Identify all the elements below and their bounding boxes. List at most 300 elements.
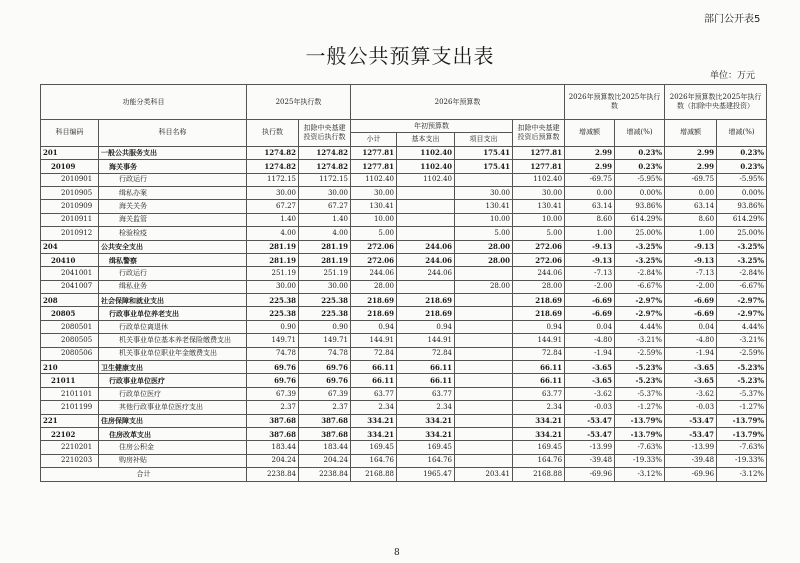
row-name: 公共安全支出 bbox=[99, 240, 247, 253]
row-value: -19.33% bbox=[717, 454, 767, 467]
row-value: 244.06 bbox=[397, 253, 455, 266]
row-value: 66.11 bbox=[351, 374, 397, 387]
page-number: 8 bbox=[394, 548, 400, 558]
row-value: 63.77 bbox=[351, 387, 397, 400]
row-value bbox=[397, 186, 455, 199]
page-title: 一般公共预算支出表 bbox=[305, 44, 495, 68]
row-name: 机关事业单位基本养老保险缴费支出 bbox=[99, 334, 247, 347]
row-value: 0.00 bbox=[665, 186, 717, 199]
row-code: 20805 bbox=[41, 307, 99, 320]
row-value: 67.27 bbox=[299, 200, 351, 213]
row-value: -53.47 bbox=[565, 414, 615, 427]
row-value: 272.06 bbox=[351, 240, 397, 253]
row-value: -2.97% bbox=[717, 294, 767, 307]
row-value: -2.00 bbox=[665, 280, 717, 293]
row-value: 25.00% bbox=[615, 227, 665, 240]
row-value: -6.67% bbox=[717, 280, 767, 293]
row-value: 1274.82 bbox=[299, 146, 351, 159]
row-value: -53.47 bbox=[565, 427, 615, 440]
row-value: -2.59% bbox=[717, 347, 767, 360]
row-value: 144.91 bbox=[351, 334, 397, 347]
row-value: 204.24 bbox=[299, 454, 351, 467]
row-value bbox=[455, 334, 513, 347]
row-value: 130.41 bbox=[455, 200, 513, 213]
row-value: 169.45 bbox=[397, 441, 455, 454]
row-value: 183.44 bbox=[247, 441, 299, 454]
pct-header: 增减(%) bbox=[615, 120, 665, 147]
row-value: 66.11 bbox=[513, 374, 565, 387]
row-value: 8.60 bbox=[565, 213, 615, 226]
row-name: 卫生健康支出 bbox=[99, 361, 247, 374]
row-value: -13.99 bbox=[565, 441, 615, 454]
row-name: 行政运行 bbox=[99, 267, 247, 280]
row-value: 281.19 bbox=[247, 253, 299, 266]
row-value: 0.90 bbox=[247, 320, 299, 333]
row-value: -3.62 bbox=[665, 387, 717, 400]
row-value: -3.25% bbox=[717, 240, 767, 253]
row-name: 海关关务 bbox=[99, 200, 247, 213]
row-value: 2.99 bbox=[665, 146, 717, 159]
row-value: 28.00 bbox=[455, 253, 513, 266]
row-value: 164.76 bbox=[513, 454, 565, 467]
row-value: -4.80 bbox=[665, 334, 717, 347]
row-value: 334.21 bbox=[397, 427, 455, 440]
budget-table bbox=[40, 84, 767, 482]
row-value: 218.69 bbox=[397, 294, 455, 307]
row-value: 2.99 bbox=[565, 146, 615, 159]
table-row bbox=[41, 347, 767, 360]
row-value: 183.44 bbox=[299, 441, 351, 454]
row-code: 2080505 bbox=[41, 334, 99, 347]
total-label: 合计 bbox=[41, 468, 247, 481]
row-value: 74.78 bbox=[247, 347, 299, 360]
row-value: 66.11 bbox=[351, 361, 397, 374]
row-value: 8.60 bbox=[665, 213, 717, 226]
row-value: -6.69 bbox=[565, 307, 615, 320]
row-value: -2.00 bbox=[565, 280, 615, 293]
row-value: 67.39 bbox=[247, 387, 299, 400]
row-code: 221 bbox=[41, 414, 99, 427]
row-value: 1102.40 bbox=[397, 146, 455, 159]
row-value: 10.00 bbox=[513, 213, 565, 226]
row-name: 住房公积金 bbox=[99, 441, 247, 454]
row-value: 2.99 bbox=[665, 160, 717, 173]
row-value: 272.06 bbox=[513, 240, 565, 253]
func-category-header: 功能分类科目 bbox=[41, 85, 247, 120]
table-row bbox=[41, 441, 767, 454]
table-row bbox=[41, 294, 767, 307]
row-value: 2.99 bbox=[565, 160, 615, 173]
row-value: -6.69 bbox=[665, 294, 717, 307]
row-value: -53.47 bbox=[665, 427, 717, 440]
total-value: -69.96 bbox=[565, 468, 615, 481]
row-value: 28.00 bbox=[513, 280, 565, 293]
row-name: 缉私警察 bbox=[99, 253, 247, 266]
row-value: 1102.40 bbox=[351, 173, 397, 186]
row-value: 30.00 bbox=[299, 186, 351, 199]
row-value: 2.37 bbox=[247, 401, 299, 414]
row-code: 2041007 bbox=[41, 280, 99, 293]
row-value: 30.00 bbox=[351, 186, 397, 199]
row-value: 63.77 bbox=[513, 387, 565, 400]
row-value bbox=[455, 294, 513, 307]
row-value: 72.84 bbox=[351, 347, 397, 360]
row-value: 272.06 bbox=[351, 253, 397, 266]
row-value: 93.86% bbox=[615, 200, 665, 213]
row-value: -7.13 bbox=[565, 267, 615, 280]
row-value: -1.94 bbox=[565, 347, 615, 360]
row-value: -3.65 bbox=[665, 374, 717, 387]
row-value: 387.68 bbox=[247, 427, 299, 440]
row-value: -4.80 bbox=[565, 334, 615, 347]
row-name: 住房保障支出 bbox=[99, 414, 247, 427]
total-value: -3.12% bbox=[717, 468, 767, 481]
row-value: 218.69 bbox=[351, 307, 397, 320]
row-value: 72.84 bbox=[513, 347, 565, 360]
row-value: 0.23% bbox=[717, 160, 767, 173]
row-value: 1277.81 bbox=[351, 146, 397, 159]
row-code: 210 bbox=[41, 361, 99, 374]
row-value: 1102.40 bbox=[397, 160, 455, 173]
row-code: 22102 bbox=[41, 427, 99, 440]
row-value: -0.03 bbox=[665, 401, 717, 414]
row-value: -53.47 bbox=[665, 414, 717, 427]
row-value: -7.13 bbox=[665, 267, 717, 280]
row-value: 4.00 bbox=[247, 227, 299, 240]
row-value: -3.21% bbox=[717, 334, 767, 347]
row-value: 218.69 bbox=[513, 307, 565, 320]
row-value: 130.41 bbox=[351, 200, 397, 213]
row-value: -5.37% bbox=[615, 387, 665, 400]
row-value: 175.41 bbox=[455, 160, 513, 173]
row-value: 1102.40 bbox=[397, 173, 455, 186]
row-name: 社会保障和就业支出 bbox=[99, 294, 247, 307]
row-value: 30.00 bbox=[513, 186, 565, 199]
row-value: 66.11 bbox=[397, 361, 455, 374]
name-header: 科目名称 bbox=[99, 120, 247, 147]
row-value: 10.00 bbox=[351, 213, 397, 226]
row-code: 2101101 bbox=[41, 387, 99, 400]
table-row bbox=[41, 401, 767, 414]
row-value: 244.06 bbox=[351, 267, 397, 280]
row-value bbox=[455, 320, 513, 333]
row-value: 0.00% bbox=[717, 186, 767, 199]
row-value: -9.13 bbox=[665, 240, 717, 253]
row-value: 244.06 bbox=[397, 240, 455, 253]
row-name: 一般公共服务支出 bbox=[99, 146, 247, 159]
row-value: -0.03 bbox=[565, 401, 615, 414]
row-value: -7.63% bbox=[717, 441, 767, 454]
table-row bbox=[41, 454, 767, 467]
row-value: 130.41 bbox=[513, 200, 565, 213]
row-value: 387.68 bbox=[299, 414, 351, 427]
row-value: -3.25% bbox=[615, 240, 665, 253]
table-row bbox=[41, 374, 767, 387]
row-value bbox=[455, 173, 513, 186]
row-value: 28.00 bbox=[351, 280, 397, 293]
row-code: 20410 bbox=[41, 253, 99, 266]
row-value: 225.38 bbox=[299, 294, 351, 307]
row-value: 0.04 bbox=[565, 320, 615, 333]
row-name: 购房补贴 bbox=[99, 454, 247, 467]
row-value: -2.84% bbox=[717, 267, 767, 280]
row-name: 行政事业单位养老支出 bbox=[99, 307, 247, 320]
row-value: 175.41 bbox=[455, 146, 513, 159]
pct2-header: 增减(%) bbox=[717, 120, 767, 147]
row-value: -3.65 bbox=[665, 361, 717, 374]
row-code: 2080501 bbox=[41, 320, 99, 333]
row-value: 1172.15 bbox=[247, 173, 299, 186]
row-value: 1172.15 bbox=[299, 173, 351, 186]
row-value: 1.40 bbox=[247, 213, 299, 226]
row-code: 2101199 bbox=[41, 401, 99, 414]
row-value: -5.95% bbox=[615, 173, 665, 186]
row-value: -69.75 bbox=[665, 173, 717, 186]
row-value: 251.19 bbox=[247, 267, 299, 280]
row-value: 0.94 bbox=[513, 320, 565, 333]
row-value: 334.21 bbox=[513, 427, 565, 440]
row-value: -39.48 bbox=[565, 454, 615, 467]
total-value: 2238.84 bbox=[299, 468, 351, 481]
table-row bbox=[41, 334, 767, 347]
row-value bbox=[397, 227, 455, 240]
row-value bbox=[397, 200, 455, 213]
table-row bbox=[41, 307, 767, 320]
row-value: 149.71 bbox=[299, 334, 351, 347]
row-value: -19.33% bbox=[615, 454, 665, 467]
row-value bbox=[455, 441, 513, 454]
row-value: 0.23% bbox=[615, 146, 665, 159]
row-value: -3.65 bbox=[565, 374, 615, 387]
row-value: 4.44% bbox=[717, 320, 767, 333]
row-value: 169.45 bbox=[513, 441, 565, 454]
row-value: -3.25% bbox=[615, 253, 665, 266]
table-row bbox=[41, 146, 767, 159]
row-value: -9.13 bbox=[565, 253, 615, 266]
row-name: 海关监管 bbox=[99, 213, 247, 226]
total-value: 2238.84 bbox=[247, 468, 299, 481]
row-value: 387.68 bbox=[299, 427, 351, 440]
row-value: -1.27% bbox=[717, 401, 767, 414]
row-value: 614.29% bbox=[615, 213, 665, 226]
row-value: -2.97% bbox=[615, 307, 665, 320]
row-value: 334.21 bbox=[513, 414, 565, 427]
header-row-2 bbox=[41, 120, 767, 133]
row-code: 2080506 bbox=[41, 347, 99, 360]
row-code: 204 bbox=[41, 240, 99, 253]
row-code: 2010901 bbox=[41, 173, 99, 186]
row-value: -7.63% bbox=[615, 441, 665, 454]
code-header: 科目编码 bbox=[41, 120, 99, 147]
row-value: 63.14 bbox=[665, 200, 717, 213]
table-row bbox=[41, 387, 767, 400]
row-value bbox=[455, 267, 513, 280]
row-value: 244.06 bbox=[397, 267, 455, 280]
row-value: 1277.81 bbox=[513, 146, 565, 159]
row-code: 208 bbox=[41, 294, 99, 307]
row-value: 164.76 bbox=[351, 454, 397, 467]
unit-label: 单位：万元 bbox=[710, 71, 756, 81]
row-value: 28.00 bbox=[455, 240, 513, 253]
row-value bbox=[455, 374, 513, 387]
row-value: 0.94 bbox=[351, 320, 397, 333]
row-value: 0.23% bbox=[615, 160, 665, 173]
row-name: 住房改革支出 bbox=[99, 427, 247, 440]
row-value: 67.27 bbox=[247, 200, 299, 213]
inc2-header: 增减额 bbox=[665, 120, 717, 147]
row-value bbox=[397, 280, 455, 293]
row-value: 2.34 bbox=[513, 401, 565, 414]
row-value: -3.25% bbox=[717, 253, 767, 266]
table-row bbox=[41, 227, 767, 240]
row-value: 69.76 bbox=[299, 361, 351, 374]
row-name: 海关事务 bbox=[99, 160, 247, 173]
total-value: -3.12% bbox=[615, 468, 665, 481]
row-value: 1.40 bbox=[299, 213, 351, 226]
total-value: 203.41 bbox=[455, 468, 513, 481]
row-name: 检验检疫 bbox=[99, 227, 247, 240]
row-value: 4.00 bbox=[299, 227, 351, 240]
row-name: 行政单位离退休 bbox=[99, 320, 247, 333]
row-value: 334.21 bbox=[351, 427, 397, 440]
row-name: 其他行政事业单位医疗支出 bbox=[99, 401, 247, 414]
row-value: -2.97% bbox=[615, 294, 665, 307]
exec-2025-header: 2025年执行数 bbox=[247, 85, 351, 120]
inc-header: 增减额 bbox=[565, 120, 615, 147]
row-value: 225.38 bbox=[247, 307, 299, 320]
table-row bbox=[41, 267, 767, 280]
row-value: 66.11 bbox=[397, 374, 455, 387]
row-value: 387.68 bbox=[247, 414, 299, 427]
row-value: 10.00 bbox=[455, 213, 513, 226]
row-value: -39.48 bbox=[665, 454, 717, 467]
row-value: 1274.82 bbox=[299, 160, 351, 173]
row-value bbox=[455, 307, 513, 320]
row-code: 2041001 bbox=[41, 267, 99, 280]
row-value: 164.76 bbox=[397, 454, 455, 467]
row-value: 30.00 bbox=[247, 186, 299, 199]
row-code: 2210203 bbox=[41, 454, 99, 467]
table-row bbox=[41, 160, 767, 173]
row-value: 74.78 bbox=[299, 347, 351, 360]
row-value: 93.86% bbox=[717, 200, 767, 213]
row-value: 334.21 bbox=[397, 414, 455, 427]
row-value: -2.84% bbox=[615, 267, 665, 280]
row-name: 缉私业务 bbox=[99, 280, 247, 293]
row-value: 4.44% bbox=[615, 320, 665, 333]
table-row bbox=[41, 361, 767, 374]
row-name: 缉私办案 bbox=[99, 186, 247, 199]
table-row bbox=[41, 280, 767, 293]
row-name: 机关事业单位职业年金缴费支出 bbox=[99, 347, 247, 360]
row-value: -5.23% bbox=[717, 361, 767, 374]
row-value bbox=[455, 427, 513, 440]
row-value: 272.06 bbox=[513, 253, 565, 266]
row-value: -5.37% bbox=[717, 387, 767, 400]
row-value bbox=[455, 401, 513, 414]
row-value: 69.76 bbox=[247, 374, 299, 387]
row-value: -13.79% bbox=[717, 427, 767, 440]
row-value: 1.00 bbox=[665, 227, 717, 240]
row-value: 0.23% bbox=[717, 146, 767, 159]
row-value: 69.76 bbox=[247, 361, 299, 374]
row-value: -5.95% bbox=[717, 173, 767, 186]
total-value: 2168.88 bbox=[351, 468, 397, 481]
row-value bbox=[455, 361, 513, 374]
row-value: -13.99 bbox=[665, 441, 717, 454]
row-name: 行政运行 bbox=[99, 173, 247, 186]
row-code: 2010909 bbox=[41, 200, 99, 213]
row-value: -3.21% bbox=[615, 334, 665, 347]
row-code: 2010905 bbox=[41, 186, 99, 199]
table-row bbox=[41, 200, 767, 213]
row-code: 2210201 bbox=[41, 441, 99, 454]
total-value: 1965.47 bbox=[397, 468, 455, 481]
row-value bbox=[397, 213, 455, 226]
table-row bbox=[41, 240, 767, 253]
row-value: -6.69 bbox=[565, 294, 615, 307]
row-value: 30.00 bbox=[299, 280, 351, 293]
row-value: 0.00 bbox=[565, 186, 615, 199]
table-row bbox=[41, 173, 767, 186]
row-value: -13.79% bbox=[615, 414, 665, 427]
row-value: 225.38 bbox=[247, 294, 299, 307]
exec-header: 执行数 bbox=[247, 120, 299, 147]
row-value: -1.94 bbox=[665, 347, 717, 360]
row-name: 行政单位医疗 bbox=[99, 387, 247, 400]
row-value: 67.39 bbox=[299, 387, 351, 400]
budget-2026-header: 2026年预算数 bbox=[351, 85, 565, 120]
row-value bbox=[455, 454, 513, 467]
row-value: -5.23% bbox=[717, 374, 767, 387]
row-value: 63.14 bbox=[565, 200, 615, 213]
row-value: -5.23% bbox=[615, 361, 665, 374]
row-value: -69.75 bbox=[565, 173, 615, 186]
row-value: 69.76 bbox=[299, 374, 351, 387]
row-value: -13.79% bbox=[717, 414, 767, 427]
cmp-excl-header: 2026年预算数比2025年执行数（扣除中央基建投资） bbox=[665, 85, 767, 120]
row-value: 5.00 bbox=[513, 227, 565, 240]
row-value: 1274.82 bbox=[247, 160, 299, 173]
row-value: 244.06 bbox=[513, 267, 565, 280]
row-value: 0.94 bbox=[397, 320, 455, 333]
row-value: 218.69 bbox=[351, 294, 397, 307]
row-value: 251.19 bbox=[299, 267, 351, 280]
row-value: -5.23% bbox=[615, 374, 665, 387]
row-value: -6.67% bbox=[615, 280, 665, 293]
row-value: -13.79% bbox=[615, 427, 665, 440]
table-row bbox=[41, 253, 767, 266]
page-tag: 部门公开表5 bbox=[704, 14, 761, 25]
row-value: 1277.81 bbox=[351, 160, 397, 173]
row-value: 281.19 bbox=[299, 253, 351, 266]
row-value: -1.27% bbox=[615, 401, 665, 414]
row-value: 2.34 bbox=[397, 401, 455, 414]
exec-excl-header: 扣除中央基建投资后执行数 bbox=[299, 120, 351, 147]
row-value: 144.91 bbox=[397, 334, 455, 347]
row-value: 281.19 bbox=[299, 240, 351, 253]
row-value: -3.62 bbox=[565, 387, 615, 400]
row-value: 1274.82 bbox=[247, 146, 299, 159]
row-value: -2.59% bbox=[615, 347, 665, 360]
row-value: 614.29% bbox=[717, 213, 767, 226]
row-code: 2010912 bbox=[41, 227, 99, 240]
row-value: 30.00 bbox=[247, 280, 299, 293]
table-row bbox=[41, 186, 767, 199]
row-value: 72.84 bbox=[397, 347, 455, 360]
row-value: 204.24 bbox=[247, 454, 299, 467]
row-value: 5.00 bbox=[351, 227, 397, 240]
